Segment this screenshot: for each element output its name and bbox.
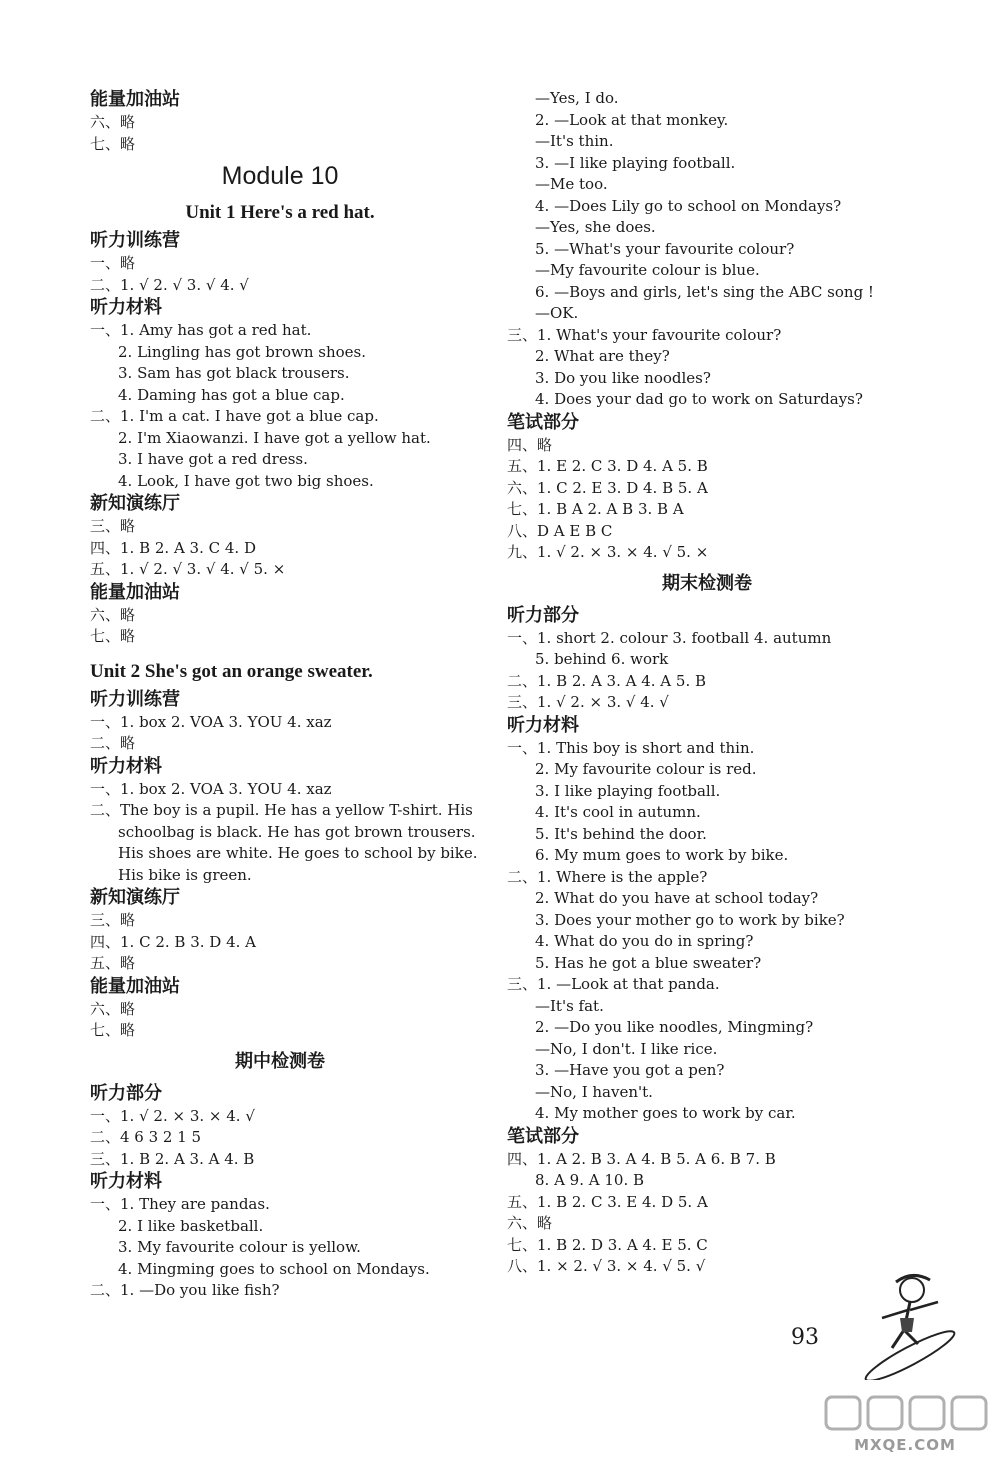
material-line: 2. What do you have at school today? (535, 889, 819, 907)
material-line: 4. What do you do in spring? (535, 932, 754, 950)
section-heading-written: 笔试部分 (507, 411, 579, 433)
section-heading-written: 笔试部分 (507, 1125, 579, 1147)
section-heading-listening: 听力训练营 (90, 230, 180, 251)
material-line: —No, I haven't. (535, 1082, 653, 1101)
answer-line: 三、略 (90, 517, 136, 535)
section-heading-listening-part: 听力部分 (507, 604, 579, 626)
left-column (90, 88, 478, 1302)
section-heading-energy: 能量加油站 (90, 581, 180, 603)
answer-line: 一、1. box 2. VOA 3. YOU 4. xaz (90, 712, 332, 731)
section-heading-listening: 听力训练营 (90, 688, 180, 710)
answer-line: 三、略 (90, 911, 136, 929)
material-line: —It's thin. (535, 132, 614, 150)
answer-line: 一、1. short 2. colour 3. football 4. autumn (507, 628, 832, 647)
answer-line: 五、1. E 2. C 3. D 4. A 5. B (507, 457, 708, 475)
material-line: 4. Look, I have got two big shoes. (118, 471, 374, 490)
material-line: 4. —Does Lily go to school on Mondays? (535, 196, 842, 215)
midterm-title: 期中检测卷 (235, 1050, 325, 1072)
material-line: 一、1. This boy is short and thin. (507, 738, 755, 757)
section-heading-listening-part: 听力部分 (90, 1082, 162, 1104)
answer-line: 六、略 (90, 113, 136, 131)
material-line: 3. I like playing football. (535, 781, 721, 800)
material-line: 5. Has he got a blue sweater? (535, 953, 762, 972)
watermark-text: MXQE.COM (854, 1436, 956, 1454)
section-heading-material: 听力材料 (507, 714, 579, 736)
section-heading-material: 听力材料 (90, 1171, 162, 1192)
watermark-logo (820, 1395, 990, 1455)
answer-line: 四、1. B 2. A 3. C 4. D (90, 538, 256, 557)
answer-line: 六、1. C 2. E 3. D 4. B 5. A (507, 478, 708, 497)
material-line: 3. Sam has got black trousers. (118, 364, 350, 382)
material-line: 2. Lingling has got brown shoes. (118, 342, 367, 361)
material-line: 三、1. What's your favourite colour? (507, 325, 782, 344)
answer-line: 三、1. B 2. A 3. A 4. B (90, 1149, 255, 1168)
surfer-illustration (852, 1268, 958, 1380)
material-line: His bike is green. (118, 865, 252, 884)
answer-line: 八、D A E B C (507, 521, 613, 540)
answer-line: 七、略 (90, 1021, 136, 1039)
material-line: 4. Mingming goes to school on Mondays. (118, 1259, 430, 1278)
answer-line: 四、略 (507, 435, 553, 454)
unit1-title: Unit 1 Here's a red hat. (185, 202, 375, 223)
answer-line: 二、略 (90, 734, 136, 752)
material-line: —It's fat. (535, 996, 604, 1015)
material-line: 二、1. —Do you like fish? (90, 1281, 280, 1299)
material-line: 3. I have got a red dress. (118, 450, 308, 468)
answer-line: 七、略 (90, 134, 136, 153)
section-heading-practice: 新知演练厅 (90, 887, 180, 908)
material-line: 一、1. box 2. VOA 3. YOU 4. xaz (90, 779, 332, 798)
material-line: —Me too. (535, 175, 608, 193)
answer-line: 5. behind 6. work (535, 650, 669, 668)
material-line: 3. My favourite colour is yellow. (118, 1238, 361, 1256)
answer-line: 8. A 9. A 10. B (535, 1171, 645, 1189)
material-line: 6. —Boys and girls, let's sing the ABC song ! (535, 282, 874, 301)
material-line: —Yes, I do. (535, 89, 619, 107)
material-line: 3. Do you like noodles? (535, 368, 711, 387)
answer-line: 五、略 (90, 954, 136, 972)
material-line: 5. It's behind the door. (535, 824, 707, 843)
material-line: 2. My favourite colour is red. (535, 760, 757, 778)
right-column (507, 88, 907, 1278)
answer-line: 六、略 (90, 605, 136, 624)
section-heading-practice: 新知演练厅 (90, 493, 180, 514)
final-exam-title: 期末检测卷 (662, 572, 752, 594)
section-heading-material: 听力材料 (90, 297, 162, 318)
answer-line: 五、1. B 2. C 3. E 4. D 5. A (507, 1192, 708, 1211)
answer-line: 七、略 (90, 627, 136, 645)
material-line: 3. —I like playing football. (535, 153, 736, 172)
answer-line: 七、1. B A 2. A B 3. B A (507, 500, 684, 518)
material-line: 一、1. They are pandas. (90, 1195, 270, 1213)
answer-line: 六、略 (507, 1214, 553, 1232)
answer-line: 二、1. B 2. A 3. A 4. A 5. B (507, 671, 707, 690)
answer-line: 六、略 (90, 999, 136, 1018)
section-heading-energy: 能量加油站 (90, 975, 180, 997)
material-line: —OK. (535, 304, 579, 322)
material-line: 一、1. Amy has got a red hat. (90, 321, 312, 339)
material-line: —No, I don't. I like rice. (535, 1039, 718, 1058)
material-line: 4. It's cool in autumn. (535, 803, 701, 821)
module-title: Module 10 (221, 162, 339, 190)
section-heading-material: 听力材料 (90, 755, 162, 777)
answer-line: 八、1. × 2. √ 3. × 4. √ 5. √ (507, 1257, 706, 1275)
material-line: 5. —What's your favourite colour? (535, 239, 795, 258)
material-line: 2. What are they? (535, 347, 670, 365)
material-line: 二、1. Where is the apple? (507, 867, 708, 886)
page-number: 93 (791, 1325, 819, 1350)
answer-line: 五、1. √ 2. √ 3. √ 4. √ 5. × (90, 560, 286, 578)
answer-line: 一、1. √ 2. × 3. × 4. √ (90, 1106, 255, 1125)
answer-line: 二、1. √ 2. √ 3. √ 4. √ (90, 275, 249, 294)
answer-line: 四、1. A 2. B 3. A 4. B 5. A 6. B 7. B (507, 1149, 776, 1168)
material-line: 4. Does your dad go to work on Saturdays? (535, 390, 863, 408)
section-heading-energy: 能量加油站 (90, 89, 180, 110)
material-line: —Yes, she does. (535, 218, 656, 236)
material-line: 4. My mother goes to work by car. (535, 1104, 796, 1122)
material-line: His shoes are white. He goes to school by bike. (118, 844, 478, 862)
material-line: 6. My mum goes to work by bike. (535, 846, 789, 864)
answer-line: 二、4 6 3 2 1 5 (90, 1128, 202, 1146)
answer-line: 一、略 (90, 254, 136, 272)
material-line: 二、The boy is a pupil. He has a yellow T-shirt. His (90, 801, 473, 819)
unit2-title: Unit 2 She's got an orange sweater. (90, 660, 373, 682)
material-line: 3. —Have you got a pen? (535, 1061, 725, 1079)
material-line: 三、1. —Look at that panda. (507, 975, 720, 993)
material-line: 4. Daming has got a blue cap. (118, 385, 345, 404)
answer-line: 九、1. √ 2. × 3. × 4. √ 5. × (507, 543, 709, 561)
material-line: 二、1. I'm a cat. I have got a blue cap. (90, 407, 379, 425)
material-line: 2. —Look at that monkey. (535, 110, 729, 129)
answer-line: 三、1. √ 2. × 3. √ 4. √ (507, 693, 669, 711)
answer-line: 四、1. C 2. B 3. D 4. A (90, 932, 256, 951)
material-line: schoolbag is black. He has got brown trousers. (118, 822, 476, 841)
answer-line: 七、1. B 2. D 3. A 4. E 5. C (507, 1235, 708, 1254)
material-line: 2. I like basketball. (118, 1216, 264, 1235)
material-line: 2. —Do you like noodles, Mingming? (535, 1018, 814, 1036)
material-line: —My favourite colour is blue. (535, 261, 760, 279)
material-line: 2. I'm Xiaowanzi. I have got a yellow hat. (118, 428, 431, 447)
material-line: 3. Does your mother go to work by bike? (535, 910, 845, 929)
